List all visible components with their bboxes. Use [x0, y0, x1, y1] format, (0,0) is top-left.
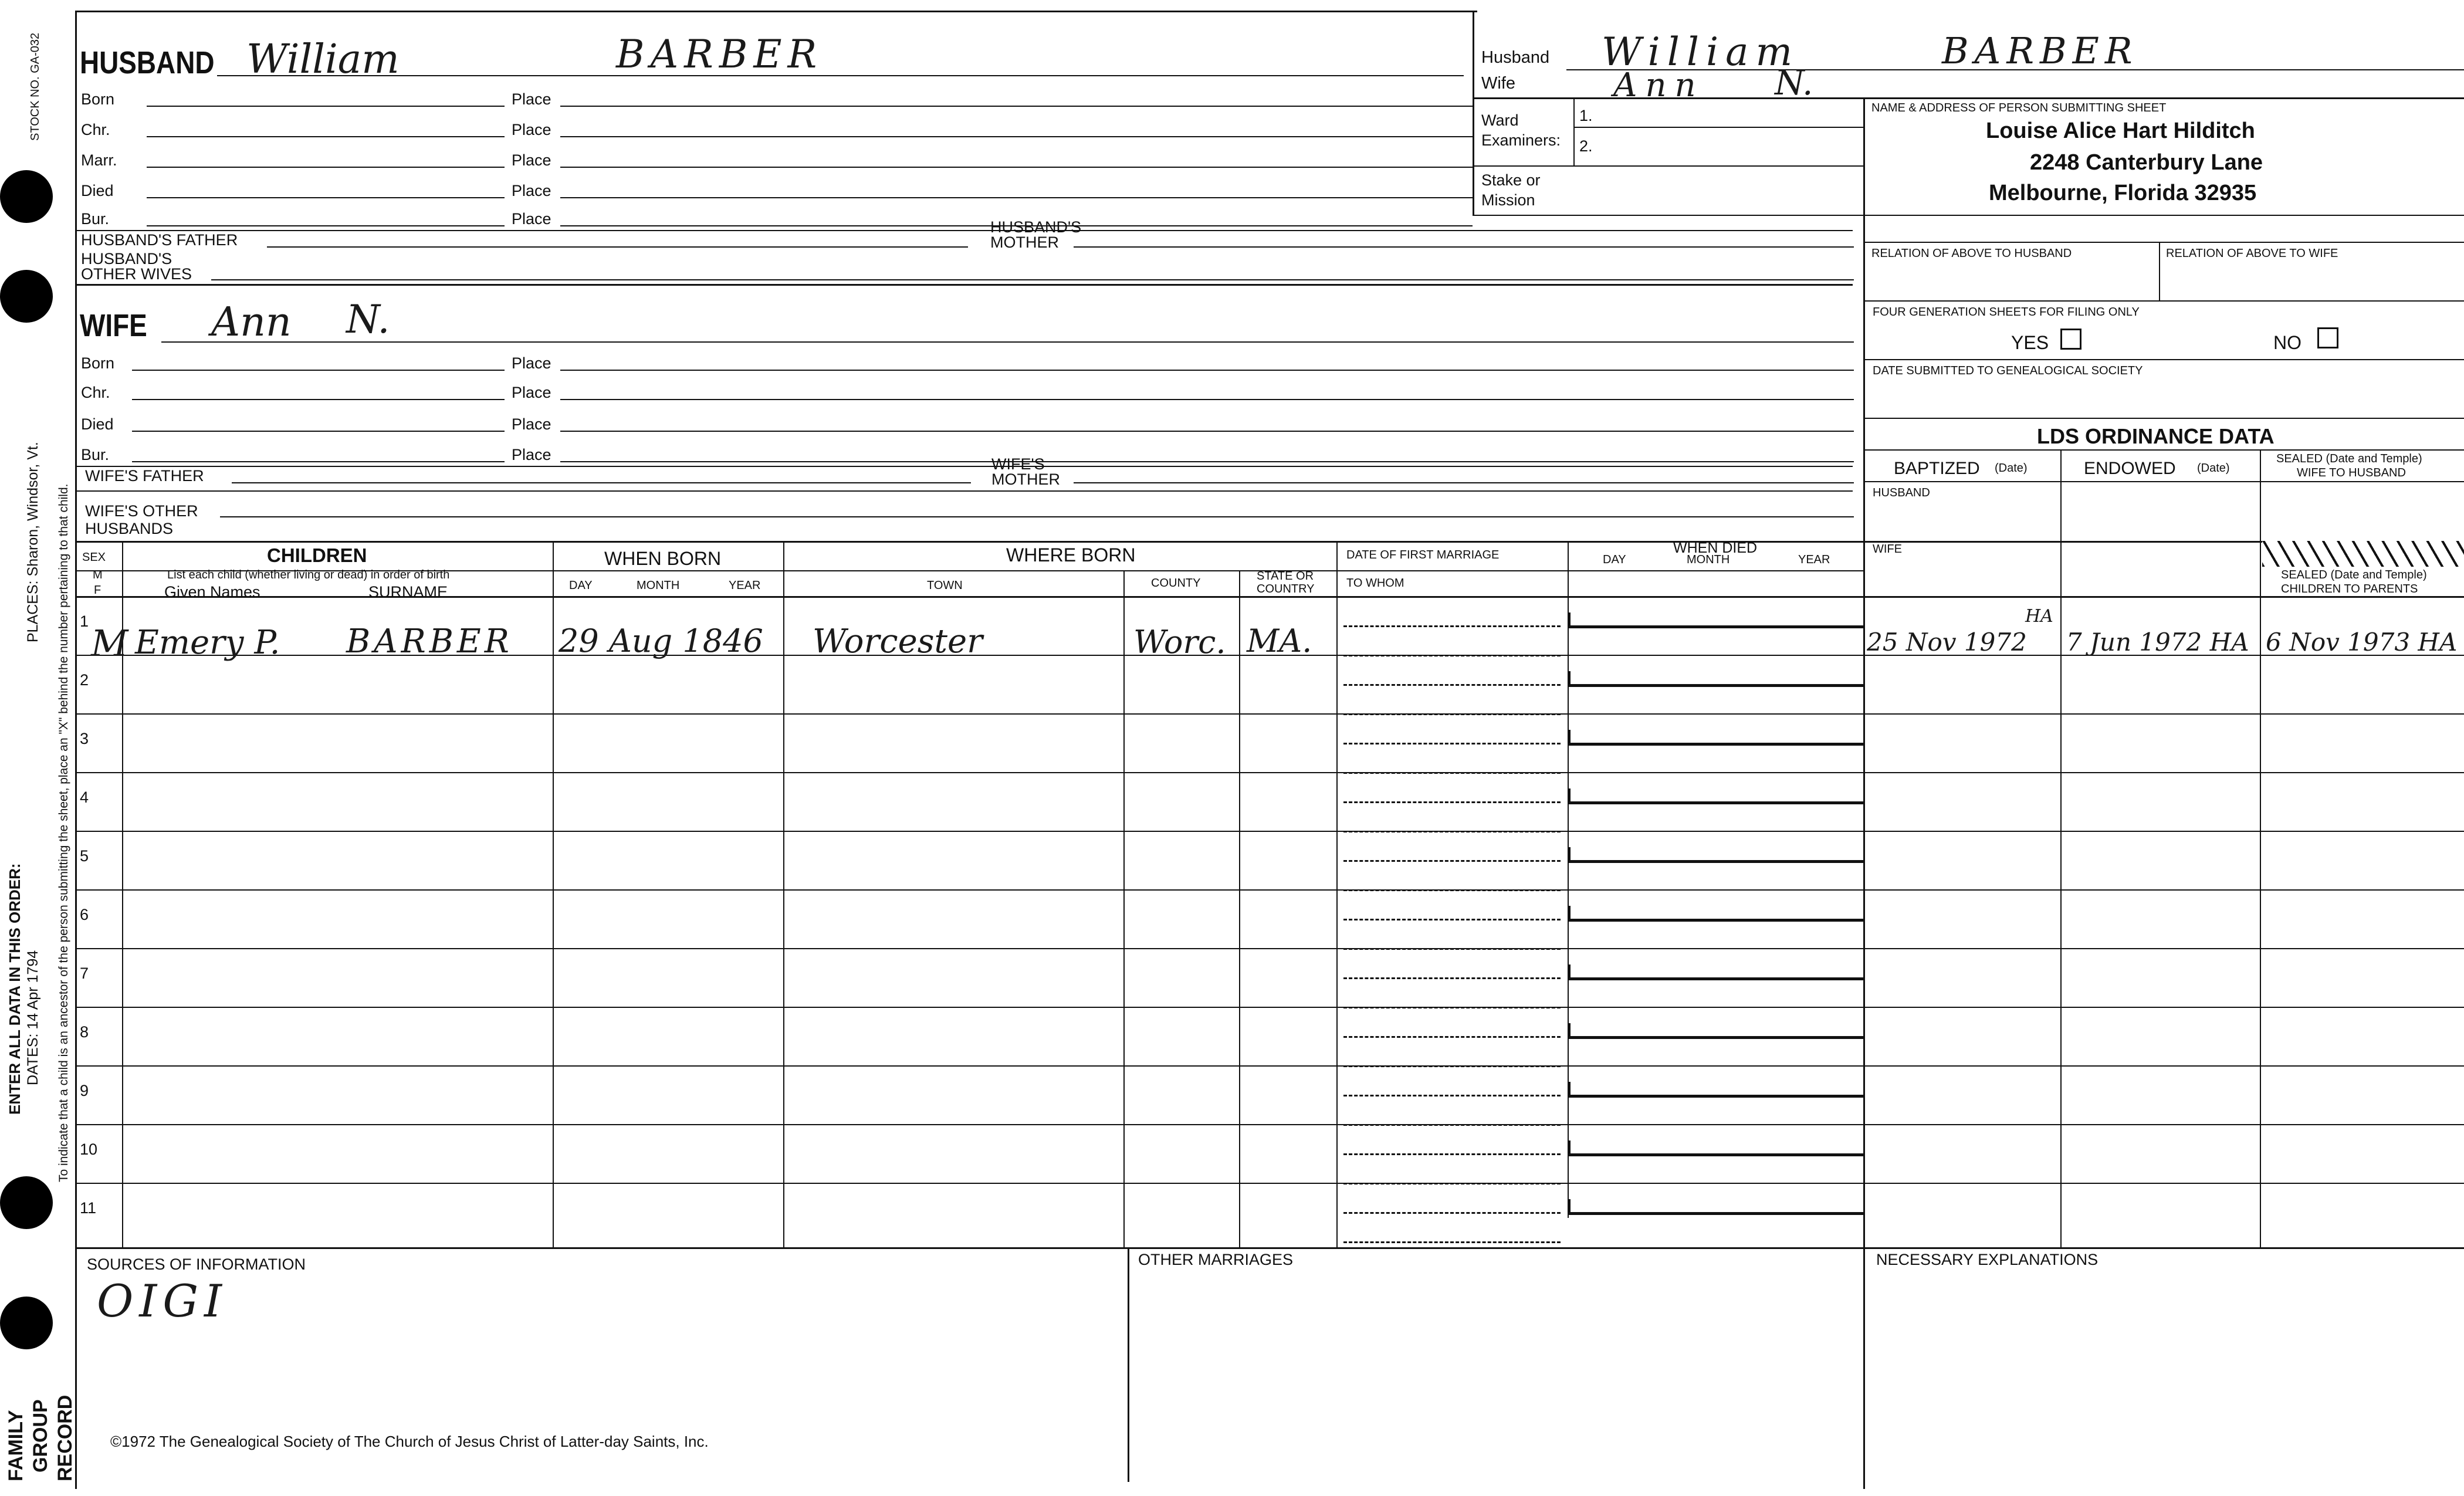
- lds-title: LDS ORDINANCE DATA: [2037, 424, 2275, 448]
- wife-section-bottom: [75, 541, 2457, 543]
- lds-sealed-top-1: SEALED (Date and Temple): [2276, 452, 2422, 465]
- bottom-section-top: [75, 1247, 2464, 1249]
- wife-parents-divider: [75, 466, 1853, 467]
- row-divider: [75, 1065, 2464, 1067]
- wife-mother-label-2: MOTHER: [991, 471, 1060, 488]
- state-header-1: STATE OR: [1257, 570, 1314, 583]
- stake-label-1: Stake or: [1481, 171, 1541, 189]
- examiners-label: Examiners:: [1481, 131, 1561, 149]
- explanations-label: NECESSARY EXPLANATIONS: [1876, 1251, 2099, 1268]
- four-gen-yes-checkbox[interactable]: [2060, 329, 2081, 350]
- right-column-border: [1863, 97, 1865, 1489]
- four-gen-no-checkbox[interactable]: [2317, 327, 2338, 348]
- ward-label: Ward: [1481, 111, 1519, 129]
- marriage-date-line: [1343, 625, 1561, 627]
- submitter-name: Louise Alice Hart Hilditch: [1986, 119, 2255, 143]
- husband-born-line: [147, 106, 505, 107]
- died-tick: [1568, 730, 1571, 745]
- marriage-date-line: [1343, 684, 1561, 686]
- lds-wife-row-label: WIFE: [1873, 543, 1902, 556]
- wife-bur-label: Bur.: [81, 446, 110, 463]
- husband-bur-label: Bur.: [81, 210, 110, 228]
- marriage-spouse-line: [1343, 1241, 1561, 1243]
- col-county: [1239, 570, 1240, 1247]
- marriage-date-line: [1343, 919, 1561, 920]
- died-line: [1568, 860, 1863, 863]
- row-number: 4: [80, 788, 89, 806]
- husband-father-label: HUSBAND'S FATHER: [81, 231, 238, 249]
- summary-wife-label: Wife: [1481, 74, 1515, 93]
- husband-section-bottom: [75, 284, 1853, 286]
- husband-mother-line: [1074, 246, 1854, 248]
- died-line: [1568, 684, 1863, 687]
- husband-marr-line: [147, 167, 505, 168]
- wife-name-line: [161, 341, 1854, 343]
- relation-husband-label: RELATION OF ABOVE TO HUSBAND: [1871, 247, 2072, 260]
- row-number: 11: [80, 1199, 97, 1217]
- wife-died-place-line: [560, 431, 1854, 432]
- lds-sealed-children-2: CHILDREN TO PARENTS: [2281, 583, 2418, 595]
- summary-wife-given: Ann: [1613, 66, 1704, 104]
- punch-hole: [0, 1297, 53, 1349]
- child-1-county: Worc.: [1133, 624, 1226, 661]
- husband-heading: HUSBAND: [80, 45, 215, 80]
- relation-divider: [2159, 242, 2160, 300]
- col-state: [1336, 541, 1338, 1247]
- wife-bur-place-label: Place: [512, 446, 551, 463]
- wife-other-husbands-label-2: HUSBANDS: [85, 520, 174, 537]
- died-tick: [1568, 964, 1571, 980]
- wife-father-label: WIFE'S FATHER: [85, 467, 204, 485]
- row-divider: [75, 1183, 2464, 1184]
- summary-husband-label: Husband: [1481, 48, 1550, 67]
- relation-wife-label: RELATION OF ABOVE TO WIFE: [2166, 247, 2338, 260]
- child-1-born: 29 Aug 1846: [559, 622, 763, 659]
- instruction-enter: ENTER ALL DATA IN THIS ORDER:: [6, 863, 23, 1115]
- died-tick: [1568, 788, 1571, 804]
- child-1-given: Emery P.: [135, 624, 280, 662]
- wife-heading: WIFE: [80, 308, 147, 343]
- died-tick: [1568, 906, 1571, 921]
- wife-chr-place-line: [560, 399, 1854, 400]
- husband-chr-place-label: Place: [512, 121, 551, 138]
- punch-hole: [0, 1176, 53, 1229]
- died-day-header: DAY: [1603, 553, 1626, 566]
- row-number: 3: [80, 730, 89, 747]
- county-header: COUNTY: [1151, 577, 1201, 590]
- row-divider: [75, 831, 2464, 832]
- wife-died-line: [132, 431, 505, 432]
- wife-bur-line: [132, 461, 505, 462]
- form-title-group: GROUP: [29, 1399, 52, 1473]
- wife-given-name: Ann: [211, 299, 292, 346]
- marriage-date-line: [1343, 860, 1561, 862]
- died-tick: [1568, 612, 1571, 628]
- examiner-1-line: [1573, 127, 1864, 128]
- died-year-header: YEAR: [1798, 553, 1830, 566]
- row-divider: [75, 889, 2464, 891]
- husband-mother-label-2: MOTHER: [990, 233, 1059, 251]
- row-divider: [75, 772, 2464, 773]
- died-line: [1568, 1212, 1863, 1215]
- died-tick: [1568, 671, 1571, 686]
- wife-chr-place-label: Place: [512, 384, 551, 401]
- sources-value: OIGI: [97, 1275, 228, 1327]
- to-whom-header: TO WHOM: [1346, 577, 1404, 590]
- wife-other-husbands-line: [220, 516, 1854, 517]
- punch-hole: [0, 270, 53, 323]
- form-left-border: [75, 11, 77, 1489]
- marriage-date-line: [1343, 743, 1561, 744]
- surname-header: SURNAME: [368, 583, 448, 601]
- died-line: [1568, 625, 1863, 628]
- child-1-town: Worcester: [813, 622, 983, 661]
- row-number: 10: [80, 1140, 98, 1158]
- col-when-born: [783, 541, 784, 1247]
- husband-marr-place-line: [560, 167, 1473, 168]
- husband-surname: BARBER: [616, 32, 823, 77]
- sex-header: SEX: [82, 551, 106, 564]
- stock-number: STOCK NO. GA-032: [29, 32, 42, 141]
- wife-bur-place-line: [560, 461, 1854, 462]
- marriage-date-line: [1343, 1036, 1561, 1038]
- husband-marr-label: Marr.: [81, 151, 117, 169]
- husband-other-wives-label-2: OTHER WIVES: [81, 265, 192, 283]
- children-header: CHILDREN: [267, 544, 367, 566]
- marriage-date-line: [1343, 1095, 1561, 1096]
- submitter-street: 2248 Canterbury Lane: [2030, 150, 2263, 175]
- submitter-line-1: [1863, 215, 2464, 216]
- died-tick: [1568, 1140, 1571, 1156]
- died-month-header: MONTH: [1687, 553, 1730, 566]
- husband-marr-place-label: Place: [512, 151, 551, 169]
- husband-chr-place-line: [560, 136, 1473, 137]
- wife-father-line: [232, 482, 971, 483]
- child-1-baptized-mark: HA: [2025, 606, 2053, 627]
- summary-husband-surname: BARBER: [1942, 29, 2138, 72]
- died-line: [1568, 977, 1863, 980]
- four-gen-no-label: NO: [2273, 332, 2301, 353]
- row-divider: [75, 713, 2464, 715]
- sources-label: SOURCES OF INFORMATION: [87, 1255, 306, 1273]
- row-number: 2: [80, 671, 89, 689]
- instruction-dates: DATES: 14 Apr 1794: [25, 950, 41, 1085]
- marriage-date-line: [1343, 801, 1561, 803]
- wife-mother-label-1: WIFE'S: [991, 455, 1045, 473]
- wife-born-label: Born: [81, 354, 115, 372]
- husband-died-place-label: Place: [512, 182, 551, 199]
- row-number: 6: [80, 906, 89, 923]
- husband-bur-line: [147, 225, 505, 226]
- husband-name-line: [217, 75, 1464, 76]
- wife-surname: N.: [346, 297, 390, 342]
- died-tick: [1568, 1082, 1571, 1097]
- children-subheader: List each child (whether living or dead) in order of birth: [167, 568, 450, 581]
- died-tick: [1568, 1199, 1571, 1214]
- died-line: [1568, 1036, 1863, 1039]
- husband-other-wives-label-1: HUSBAND'S: [81, 250, 172, 268]
- summary-wife-surname: N.: [1775, 63, 1813, 103]
- wife-died-place-label: Place: [512, 415, 551, 433]
- child-1-state: MA.: [1247, 622, 1312, 659]
- row-number: 7: [80, 964, 89, 982]
- husband-bur-place-label: Place: [512, 210, 551, 228]
- marriage-date-line: [1343, 1153, 1561, 1155]
- wife-died-label: Died: [81, 415, 114, 433]
- form-title-record: RECORD: [54, 1395, 76, 1481]
- instruction-places: PLACES: Sharon, Windsor, Vt.: [25, 442, 41, 642]
- relation-bottom: [1863, 300, 2464, 302]
- lds-col-1: [2060, 449, 2062, 1247]
- col-town: [1123, 570, 1125, 1247]
- ward-divider: [1573, 97, 1575, 165]
- marriage-date-line: [1343, 977, 1561, 979]
- husband-born-label: Born: [81, 90, 115, 108]
- husband-died-label: Died: [81, 182, 114, 199]
- summary-wife-bottom: [1473, 97, 2464, 99]
- first-marriage-header: DATE OF FIRST MARRIAGE: [1346, 549, 1500, 561]
- husband-died-line: [147, 197, 505, 198]
- marriage-date-line: [1343, 1212, 1561, 1214]
- sex-header-m: M: [93, 568, 103, 581]
- husband-father-line: [267, 246, 968, 248]
- husband-given-name: William: [246, 36, 400, 83]
- wife-mother-line: [1074, 482, 1854, 483]
- submitter-line-2: [1863, 242, 2464, 243]
- wife-born-place-label: Place: [512, 354, 551, 372]
- husband-chr-line: [147, 136, 505, 137]
- child-1-sex: M: [91, 622, 128, 665]
- child-1-baptized: 25 Nov 1972: [1867, 628, 2027, 656]
- row-divider: [75, 1007, 2464, 1008]
- row-number: 9: [80, 1082, 89, 1099]
- husband-other-wives-line: [211, 279, 1854, 280]
- died-tick: [1568, 847, 1571, 862]
- lds-title-top: [1863, 418, 2464, 419]
- four-gen-label: FOUR GENERATION SHEETS FOR FILING ONLY: [1873, 306, 2140, 319]
- copyright: ©1972 The Genealogical Society of The Church of Jesus Christ of Latter-day Saints, Inc.: [110, 1433, 709, 1450]
- four-gen-yes-label: YES: [2011, 332, 2049, 353]
- husband-born-place-label: Place: [512, 90, 551, 108]
- submitter-label: NAME & ADDRESS OF PERSON SUBMITTING SHEET: [1871, 101, 2167, 114]
- col-died: [1568, 541, 1569, 1218]
- child-1-surname: BARBER: [346, 622, 513, 661]
- stake-label-2: Mission: [1481, 191, 1535, 209]
- lds-hatched-cell: [2262, 541, 2464, 567]
- when-born-header: WHEN BORN: [604, 548, 722, 569]
- lds-header-bottom: [1863, 481, 2464, 482]
- other-marriages-label: OTHER MARRIAGES: [1138, 1251, 1294, 1268]
- died-line: [1568, 801, 1863, 804]
- form-top-border: [75, 11, 1477, 12]
- husband-mother-label-1: HUSBAND'S: [990, 218, 1082, 236]
- lds-baptized-date-label: (Date): [1995, 462, 2028, 475]
- date-submitted-label: DATE SUBMITTED TO GENEALOGICAL SOCIETY: [1873, 364, 2143, 377]
- row-number: 1: [80, 612, 89, 630]
- born-day-header: DAY: [569, 579, 593, 592]
- lds-husband-row-label: HUSBAND: [1873, 486, 1930, 499]
- lds-col-2: [2260, 449, 2261, 1247]
- wife-other-husbands-divider: [75, 490, 1853, 492]
- row-number: 5: [80, 847, 89, 865]
- died-tick: [1568, 1023, 1571, 1038]
- child-1-endowed: 7 Jun 1972 HA: [2066, 628, 2249, 656]
- born-year-header: YEAR: [729, 579, 761, 592]
- examiner-2: 2.: [1579, 137, 1593, 155]
- when-died-header: WHEN DIED: [1673, 540, 1758, 556]
- instruction-child: To indicate that a child is an ancestor of the person submitting the sheet, place an "X" behind the number pertaining to that child.: [57, 483, 70, 1182]
- lds-sealed-children-1: SEALED (Date and Temple): [2281, 568, 2427, 581]
- wife-born-place-line: [560, 370, 1854, 371]
- lds-endowed-label: ENDOWED: [2084, 459, 2176, 478]
- wife-chr-label: Chr.: [81, 384, 110, 401]
- died-line: [1568, 1153, 1863, 1156]
- town-header: TOWN: [927, 579, 963, 592]
- submitter-city: Melbourne, Florida 32935: [1989, 181, 2257, 205]
- died-line: [1568, 743, 1863, 746]
- punch-hole: [0, 170, 53, 223]
- col-children: [553, 541, 554, 1247]
- child-1-sealed: 6 Nov 1973 HA: [2266, 628, 2458, 656]
- examiner-1: 1.: [1579, 107, 1593, 124]
- row-divider: [75, 948, 2464, 949]
- wife-born-line: [132, 370, 505, 371]
- summary-husband-given: William: [1602, 29, 1800, 75]
- husband-chr-label: Chr.: [81, 121, 110, 138]
- bottom-divider-1: [1128, 1247, 1129, 1482]
- form-title-family: FAMILY: [5, 1410, 27, 1481]
- wife-other-husbands-label-1: WIFE'S OTHER: [85, 502, 198, 520]
- died-line: [1568, 1095, 1863, 1098]
- given-names-header: Given Names: [164, 583, 260, 601]
- born-month-header: MONTH: [637, 579, 680, 592]
- lds-title-bottom: [1863, 449, 2464, 451]
- parents-divider: [75, 230, 1853, 231]
- lds-baptized-label: BAPTIZED: [1894, 459, 1980, 478]
- stake-bottom: [1473, 215, 1864, 216]
- where-born-header: WHERE BORN: [1006, 544, 1136, 566]
- lds-endowed-date-label: (Date): [2197, 462, 2230, 475]
- summary-left-border: [1473, 11, 1474, 216]
- sex-header-f: F: [94, 584, 101, 597]
- lds-sealed-top-2: WIFE TO HUSBAND: [2297, 466, 2406, 479]
- husband-born-place-line: [560, 106, 1473, 107]
- row-divider: [75, 1124, 2464, 1125]
- four-gen-bottom: [1863, 359, 2464, 360]
- died-line: [1568, 919, 1863, 922]
- state-header-2: COUNTRY: [1257, 583, 1315, 595]
- ward-bottom: [1473, 165, 1864, 167]
- wife-chr-line: [132, 399, 505, 400]
- husband-died-place-line: [560, 197, 1473, 198]
- row-number: 8: [80, 1023, 89, 1041]
